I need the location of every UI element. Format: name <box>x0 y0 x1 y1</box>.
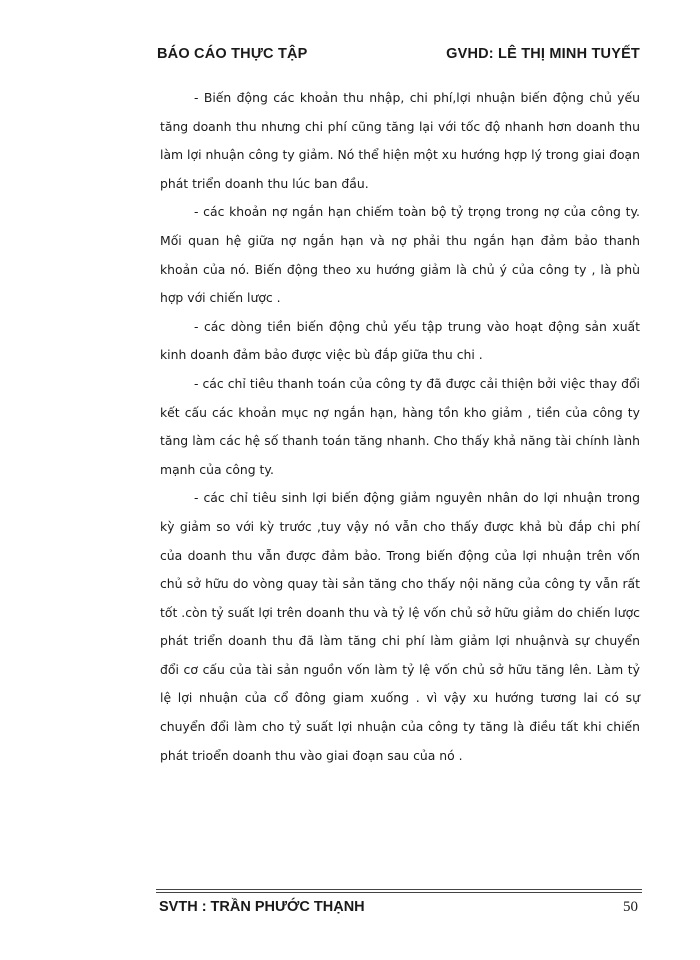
body-text <box>160 84 640 770</box>
report-title: BÁO CÁO THỰC TẬP <box>157 46 308 62</box>
supervisor-name: GVHD: LÊ THỊ MINH TUYẾT <box>446 46 640 62</box>
page-header <box>157 46 640 70</box>
paragraph: - các chỉ tiêu thanh toán của công ty đã được cải thiện bởi việc thay đổi kết cấu các khoản mục nợ ngắn hạn, hàng tồn kho giảm , tiền của công ty tăng làm các hệ số thanh toán tăng nhanh. Cho thấy khả năng tài chính lành mạnh của công ty. <box>160 375 640 477</box>
paragraph: - Biến động các khoản thu nhập, chi phí,lợi nhuận biến động chủ yếu tăng doanh thu nhưng chi phí cũng tăng lại với tốc độ nhanh hơn doanh thu làm lợi nhuận công ty giảm. Nó thể hiện một xu hướng hợp lý trong giai đoạn phát triển doanh thu lúc ban đầu. <box>160 90 640 191</box>
paragraph: - các dòng tiền biến động chủ yếu tập trung vào hoạt động sản xuất kinh doanh đảm bảo được việc bù đắp giữa thu chi . <box>160 318 640 363</box>
footer-divider <box>156 892 642 893</box>
paragraph: - các chỉ tiêu sinh lợi biến động giảm nguyên nhân do lợi nhuận trong kỳ giảm so với kỳ trước ,tuy vậy nó vẫn cho thấy được khả bù đắp chi phí của doanh thu vẫn được đảm bảo. Trong biến động của lợi nhuận trên vốn chủ sở hữu do vòng quay tài sản tăng cho thấy nội năng của công ty vẫn rất tốt .còn tỷ suất lợi trên doanh thu và tỷ lệ vốn chủ sở hữu giảm do chiến lược phát triển doanh thu đã làm tăng chi phí làm giảm lợi nhuậnvà sự chuyển đổi cơ cấu của tài sản nguồn vốn làm tỷ lệ vốn chủ sở hữu tăng lên. Làm tỷ lệ lợi nhuận của cổ đông giam xuống . vì vậy xu hướng tương lai có sự chuyển đổi làm cho tỷ suất lợi nhuận của công ty tăng là điều tất khi chiến phát trioển doanh thu vào giai đoạn sau của nó . <box>160 490 640 763</box>
student-name: SVTH : TRẦN PHƯỚC THẠNH <box>159 899 365 915</box>
footer-divider <box>156 889 642 890</box>
page-number: 50 <box>623 899 638 915</box>
page-footer <box>156 899 638 921</box>
paragraph: - các khoản nợ ngắn hạn chiếm toàn bộ tỷ trọng trong nợ của công ty. Mối quan hệ giữa nợ ngắn hạn và nợ phải thu ngắn hạn đảm bảo thanh khoản của nó. Biến động theo xu hướng giảm là chủ ý của công ty , là phù hợp với chiến lược . <box>160 204 640 306</box>
